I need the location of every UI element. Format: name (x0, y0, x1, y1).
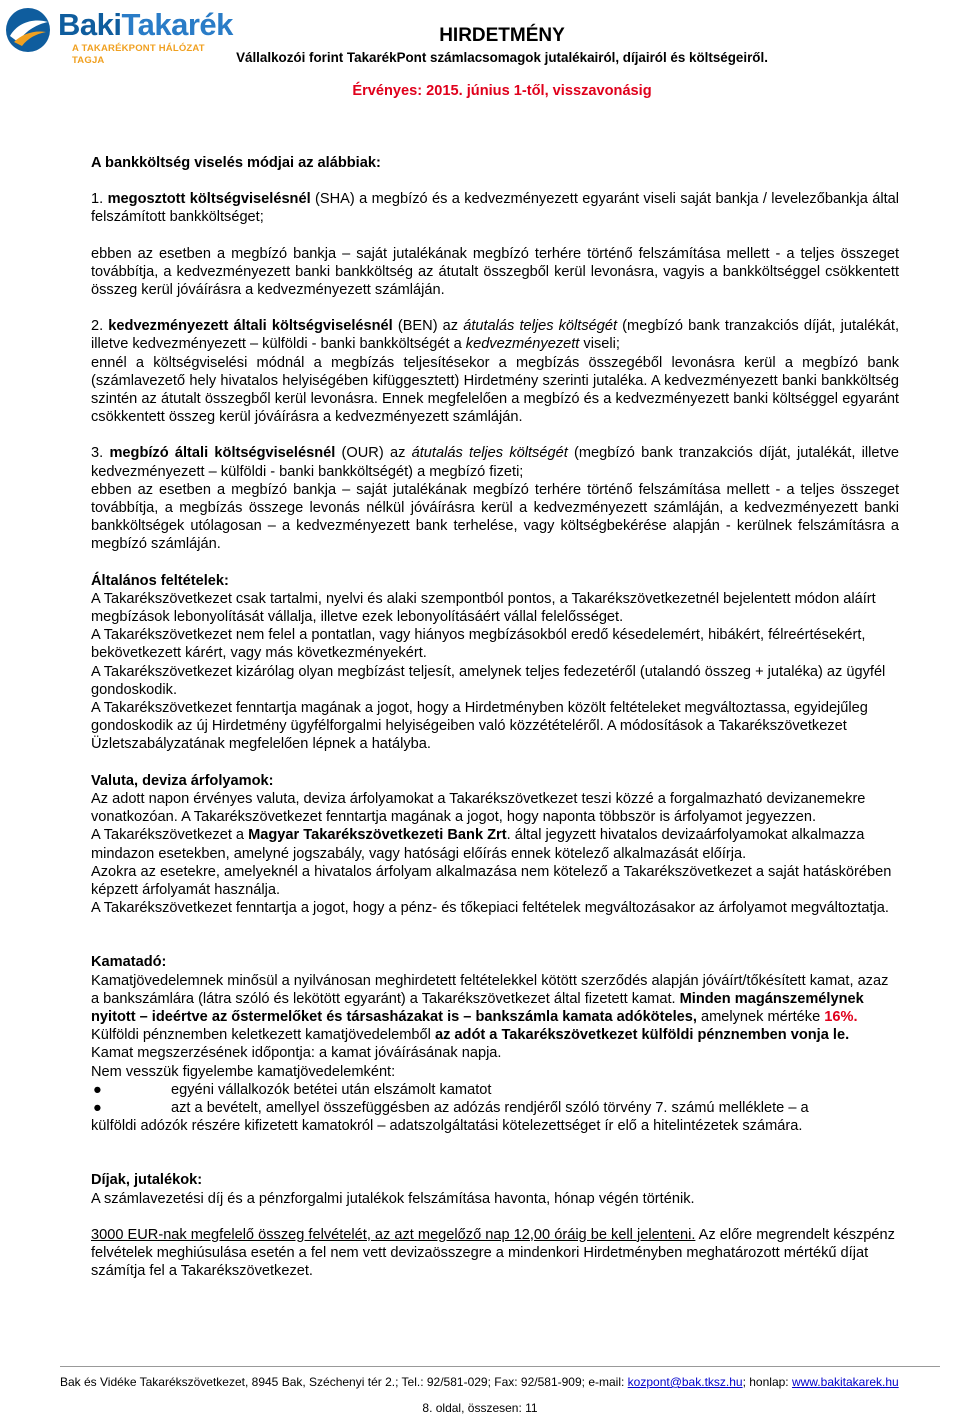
bullet-icon: ● (93, 1081, 102, 1098)
general-line: A Takarékszövetkezet nem felel a pontatlan, vagy hiányos megbízásokból eredő késedelemért, hibákért, félreértésekért, bekövetkezett kárért, vagy más következményekért. (91, 627, 866, 662)
tax-paragraph: Kamatjövedelemnek minősül a nyilvánosan meghirdetett feltételekkel kötött szerződés alapján jóváírt/tőkésített kamat, azaz a bankszámlára (látra szóló és lekötött egyaránt) a Takarékszövetkezet által fizetett kamat. Minden magánszemélynek nyitott – ideértve az őstermelőket és társasházakat is – bankszámla kamata adóköteles, amelynek mértéke 16%. Külföldi pénznemben keletkezett kamatjövedelemből az adót a Takarékszövetkezet külföldi pénznemben vonja le. (91, 972, 889, 1044)
logo-tagline: A TAKARÉKPONT HÁLÓZAT TAGJA (72, 43, 205, 66)
our-paragraph: 3. megbízó általi költségviselésnél (OUR) az átutalás teljes költségét (megbízó bank tranzakciós díját, jutalékát, illetve kedvezményezett – külföldi - banki bankköltségét) a megbízó fizeti; (91, 445, 899, 480)
document-title: HIRDETMÉNY (439, 25, 565, 46)
general-line: A Takarékszövetkezet csak tartalmi, nyelvi és alaki szempontból pontos, a Takarékszövetkezetnél bejelentett módon aláírt megbízások lebonyolítását vállalja, illetve ezek lebonyolításáért vállal felelősséget. (91, 590, 876, 626)
list-item: ● azt a bevételt, amellyel összefüggésben az adózás rendjéről szóló törvény 7. számú melléklete – a (93, 1099, 809, 1116)
tax-date: Kamat megszerzésének időpontja: a kamat jóváírásának napja. (91, 1045, 502, 1062)
ben-paragraph: 2. kedvezményezett általi költségviselésnél (BEN) az átutalás teljes költségét (megbízó bank tranzakciós díját, jutalékát, illetve kedvezményezett – külföldi - banki bankköltségét a kedvezményezett viseli; (91, 318, 899, 353)
page-footer: Bak és Vidéke Takarékszövetkezet, 8945 Bak, Széchenyi tér 2.; Tel.: 92/581-029; Fax: 92/581-909; e-mail: kozpont@bak.tksz.hu; honlap: www.bakitakarek.hu (60, 1366, 940, 1390)
general-line: A Takarékszövetkezet kizárólag olyan megbízást teljesít, amelynek teljes fedezetéről (utalandó összeg + jutaléka) az ügyfél gondoskodik. (91, 663, 886, 698)
list-item: ● egyéni vállalkozók betétei után elszámolt kamatot (93, 1081, 492, 1098)
page-number: 8. oldal, összesen: 11 (422, 1401, 538, 1415)
sha-detail: ebben az esetben a megbízó bankja – saját jutalékának megbízó terhére történő felszámítása mellett - a teljes összeget továbbítja, a kedvezményezett banki bankköltség az átutalt összegből kerül levonásra, vagyis a bankköltséggel csökkentett összeg kerül jóváírásra a kedvezményezett számláján. (91, 245, 899, 299)
fx-paragraph: A Takarékszövetkezet a Magyar Takarékszövetkezeti Bank Zrt. által jegyzett hivatalos devizaárfolyamokat alkalmazza mindazon esetekben, amelyné jogszabály, vagy hatósági előírás ennek kötelező alkalmazását előírja. (91, 827, 865, 862)
validity-notice: Érvényes: 2015. június 1-től, visszavonásig (352, 83, 652, 99)
tax-exclusions-list (91, 1081, 899, 1117)
email-link[interactable]: kozpont@bak.tksz.hu (627, 1375, 743, 1389)
ben-detail: ennél a költségviselési módnál a megbízás teljesítésekor a megbízás összegéből levonásra kerül a megbízó bank (számlavezető hely hivatalos helyiségében kifüggesztett) Hirdetmény szerinti jutaléka. A kedvezményezett banki bankköltség szintén az átutalt összegből kerül levonásra. Ennek megfelelően a megbízó és a kedvezményezett banki költséggel egyaránt csökkentett összeg kerül jóváírásra a kedvezményezett számláján. (91, 354, 899, 426)
fx-paragraph: Az adott napon érvényes valuta, deviza árfolyamokat a Takarékszövetkezet teszi közzé a forgalmazható devizanemekre vonatkozóan. A Takarékszövetkezet fenntartja magának a jogot, hogy naponta többször is árfolyamot jegyezzen. (91, 790, 866, 826)
bullet-icon: ● (93, 1099, 102, 1116)
fees-withdrawal-notice: 3000 EUR-nak megfelelő összeg felvételét, az azt megelőző nap 12,00 óráig be kell jelenteni. Az előre megrendelt készpénz felvételek meghiúsulása esetén a fel nem vett devizaösszegre a mindenkori Hirdetményben meghatározott mértékű díjat számítja fel a Takarékszövetkezet. (91, 1226, 895, 1280)
general-line: A Takarékszövetkezet fenntartja magának a jogot, hogy a Hirdetményben közölt feltételeket megváltoztassa, egyidejűleg gondoskodik az új Hirdetmény ügyfélforgalmi helyiségeiben való közzétételéről. A módosítások a Takarékszövetkezet Üzletszabályzatának megfelelően lépnek a hatályba. (91, 700, 868, 753)
document-body (91, 154, 899, 1280)
tax-rate: 16%. (824, 1008, 858, 1025)
logo-wordmark: BakiTakarék (58, 7, 233, 42)
sha-paragraph: 1. megosztott költségviselésnél (SHA) a megbízó és a kedvezményezett egyaránt viseli saját bankja / levelezőbankja által felszámított bankköltséget; (91, 191, 899, 226)
tax-heading: Kamatadó: (91, 954, 167, 971)
document-subtitle: Vállalkozói forint TakarékPont számlacsomagok jutalékairól, díjairól és költségeiről. (236, 50, 768, 65)
fees-paragraph: A számlavezetési díj és a pénzforgalmi jutalékok felszámítása havonta, hónap végén történik. (91, 1190, 695, 1207)
our-detail: ebben az esetben a megbízó bankja – saját jutalékának megbízó terhére történő felszámítása mellett - a teljes összeget továbbítja, a megbízás összege levonás nélkül jóváírásra kerül a kedvezményezett számláján, a kedvezményezett banki bankköltségek utólagosan – a kedvezményezett bank terhelése, vagy költségbekérése alapján - kerülnek felszámításra a megbízó számláján. (91, 481, 899, 553)
intro-heading: A bankköltség viselés módjai az alábbiak: (91, 155, 381, 171)
website-link[interactable]: www.bakitakarek.hu (791, 1375, 899, 1389)
tax-exclusions-continued: külföldi adózók részére kifizetett kamatokról – adatszolgáltatási kötelezettséget ír elő a hitelintézetek számára. (91, 1118, 803, 1135)
logo-emblem-icon (4, 6, 52, 54)
fees-heading: Díjak, jutalékok: (91, 1172, 203, 1189)
general-heading: Általános feltételek: (91, 572, 229, 589)
tax-exclusions-label: Nem vesszük figyelembe kamatjövedelemként: (91, 1063, 396, 1080)
fx-paragraph: Azokra az esetekre, amelyeknél a hivatalos árfolyam alkalmazása nem kötelező a Takarékszövetkezet a saját hatáskörében képzett árfolyamát használja. (91, 863, 892, 898)
fx-paragraph: A Takarékszövetkezet fenntartja a jogot, hogy a pénz- és tőkepiaci feltételek megváltozásakor az árfolyamot megváltoztatja. (91, 900, 889, 917)
fx-heading: Valuta, deviza árfolyamok: (91, 772, 274, 789)
